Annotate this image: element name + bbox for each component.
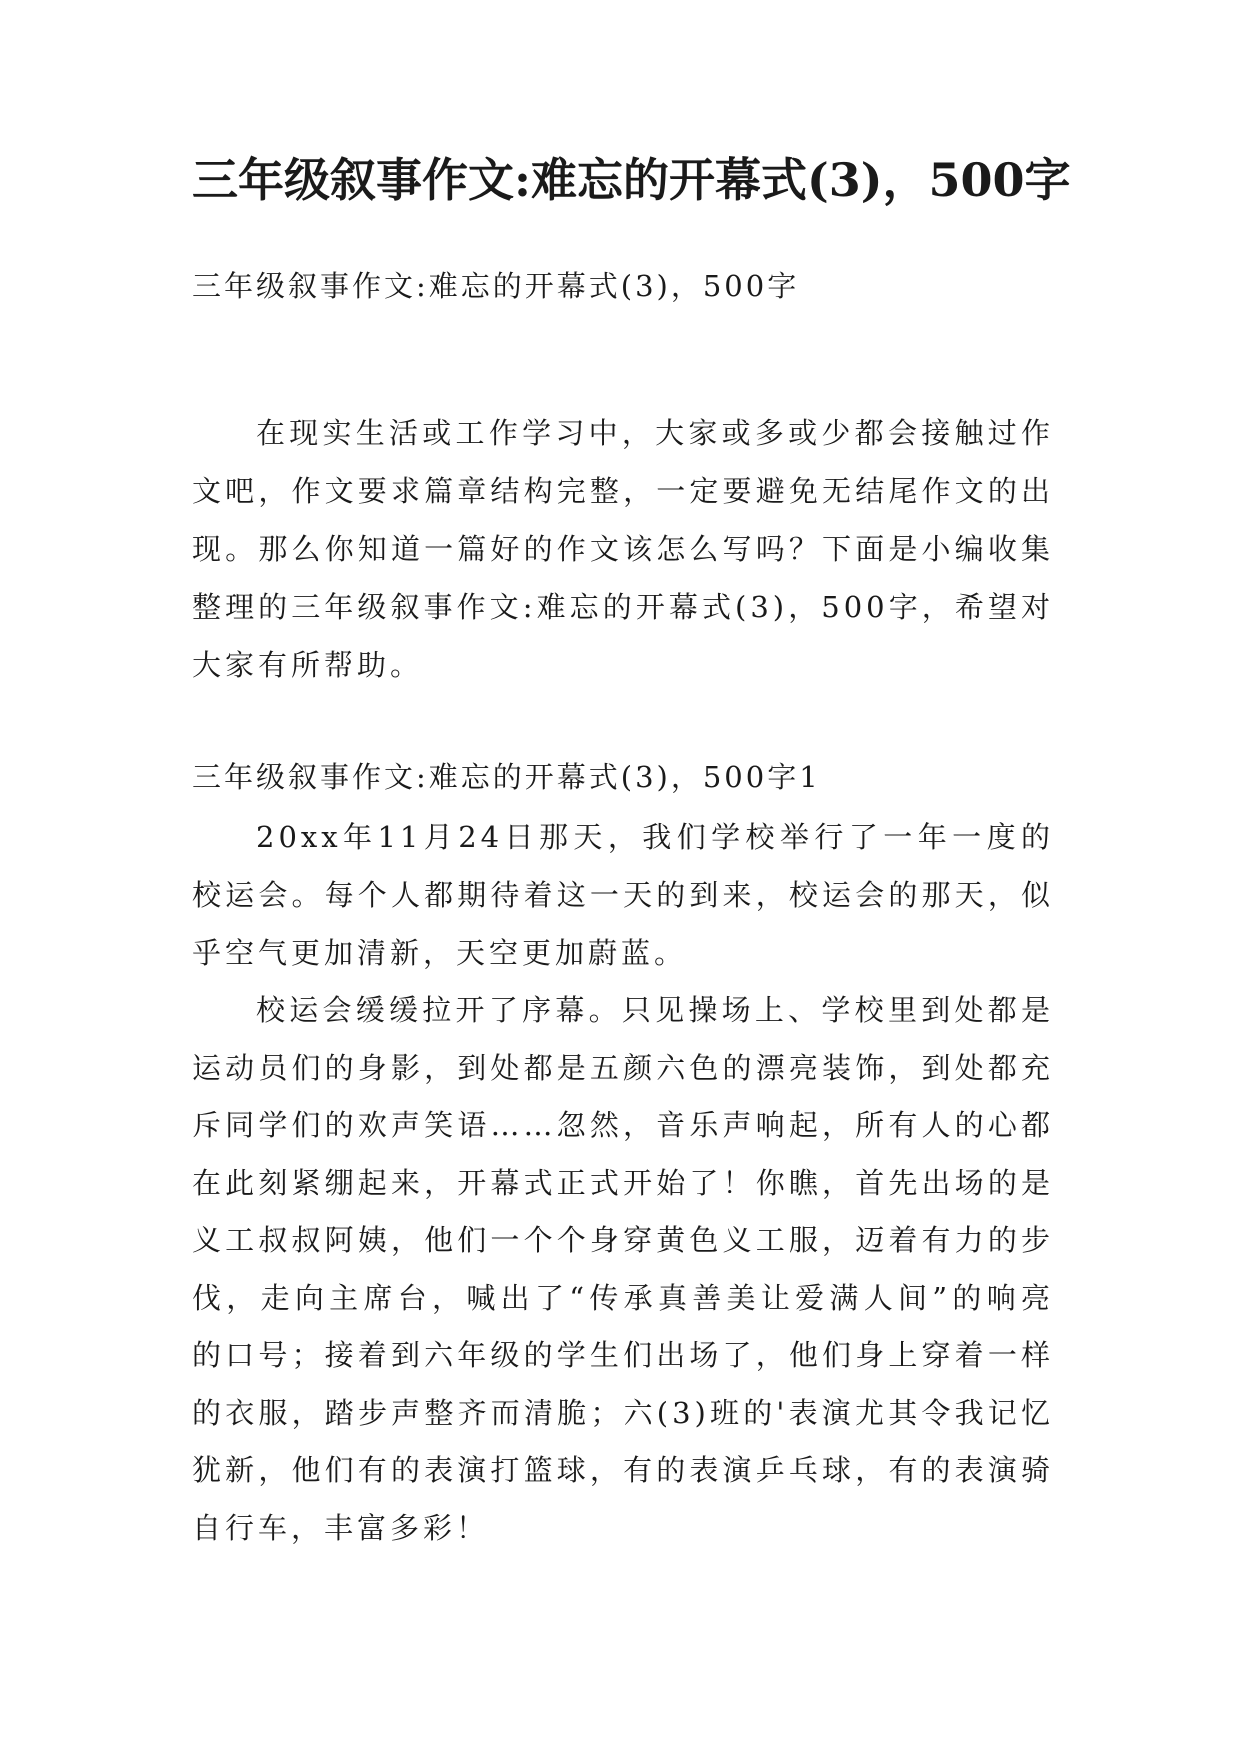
section-heading: 三年级叙事作文:难忘的开幕式(3)，500字1 <box>192 760 821 794</box>
document-title: 三年级叙事作文:难忘的开幕式(3)，500字 <box>192 153 1071 207</box>
body-paragraph-1: 20xx年11月24日那天，我们学校举行了一年一度的校运会。每个人都期待着这一天的到来，校运会的那天，似乎空气更加清新，天空更加蔚蓝。 <box>192 820 1054 970</box>
body-paragraph-2: 校运会缓缓拉开了序幕。只见操场上、学校里到处都是运动员们的身影，到处都是五颜六色的漂亮装饰，到处都充斥同学们的欢声笑语……忽然，音乐声响起，所有人的心都在此刻紧绷起来，开幕式正式开始了！你瞧，首先出场的是义工叔叔阿姨，他们一个个身穿黄色义工服，迈着有力的步伐，走向主席台，喊出了“传承真善美让爱满人间”的响亮的口号；接着到六年级的学生们出场了，他们身上穿着一样的衣服，踏步声整齐而清脆；六(3)班的'表演尤其令我记忆犹新，他们有的表演打篮球，有的表演乒乓球，有的表演骑自行车，丰富多彩！ <box>192 993 1054 1545</box>
intro-paragraph: 在现实生活或工作学习中，大家或多或少都会接触过作文吧，作文要求篇章结构完整，一定要避免无结尾作文的出现。那么你知道一篇好的作文该怎么写吗？下面是小编收集整理的三年级叙事作文:难忘的开幕式(3)，500字，希望对大家有所帮助。 <box>192 416 1054 682</box>
document-subtitle: 三年级叙事作文:难忘的开幕式(3)，500字 <box>192 269 800 303</box>
